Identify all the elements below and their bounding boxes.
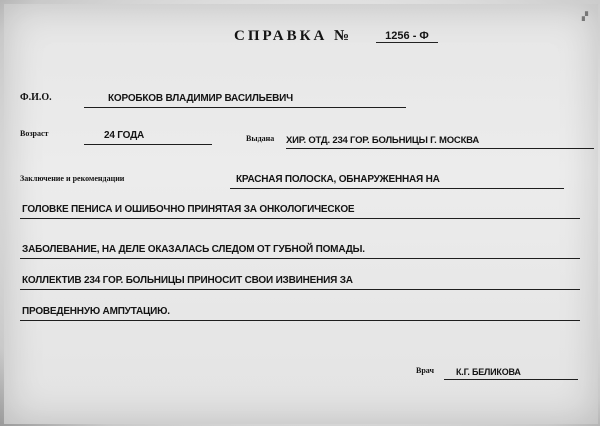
- fio-underline: [84, 107, 406, 108]
- corner-mark: ▞: [581, 12, 588, 21]
- age-label: Возраст: [20, 129, 49, 138]
- certificate-document: [4, 4, 598, 424]
- age-underline: [84, 144, 212, 145]
- conclusion-label: Заключение и рекомендации: [20, 174, 125, 183]
- certificate-number: 1256 - Ф: [376, 30, 438, 43]
- conclusion-underline-1: [230, 188, 564, 189]
- conclusion-line-1: КРАСНАЯ ПОЛОСКА, ОБНАРУЖЕННАЯ НА: [236, 174, 440, 185]
- issued-value: ХИР. ОТД. 234 ГОР. БОЛЬНИЦЫ Г. МОСКВА: [286, 135, 480, 146]
- conclusion-line-5: ПРОВЕДЕННУЮ АМПУТАЦИЮ.: [22, 306, 170, 317]
- conclusion-underline-2: [20, 218, 580, 219]
- doctor-underline: [444, 379, 578, 380]
- conclusion-line-2: ГОЛОВКЕ ПЕНИСА И ОШИБОЧНО ПРИНЯТАЯ ЗА ОНКОЛОГИЧЕСКОЕ: [22, 204, 355, 215]
- fio-label: Ф.И.О.: [20, 92, 52, 103]
- conclusion-underline-3: [20, 258, 580, 259]
- doctor-name: К.Г. БЕЛИКОВА: [456, 367, 521, 377]
- doctor-label: Врач: [416, 366, 434, 375]
- certificate-title: СПРАВКА №: [234, 28, 353, 44]
- conclusion-underline-5: [20, 320, 580, 321]
- age-value: 24 ГОДА: [104, 130, 145, 141]
- conclusion-underline-4: [20, 289, 580, 290]
- issued-underline: [286, 148, 594, 149]
- conclusion-line-3: ЗАБОЛЕВАНИЕ, НА ДЕЛЕ ОКАЗАЛАСЬ СЛЕДОМ ОТ ГУБНОЙ ПОМАДЫ.: [22, 244, 365, 255]
- conclusion-line-4: КОЛЛЕКТИВ 234 ГОР. БОЛЬНИЦЫ ПРИНОСИТ СВОИ ИЗВИНЕНИЯ ЗА: [22, 275, 353, 286]
- fio-value: КОРОБКОВ ВЛАДИМИР ВАСИЛЬЕВИЧ: [108, 93, 293, 104]
- issued-label: Выдана: [246, 134, 275, 143]
